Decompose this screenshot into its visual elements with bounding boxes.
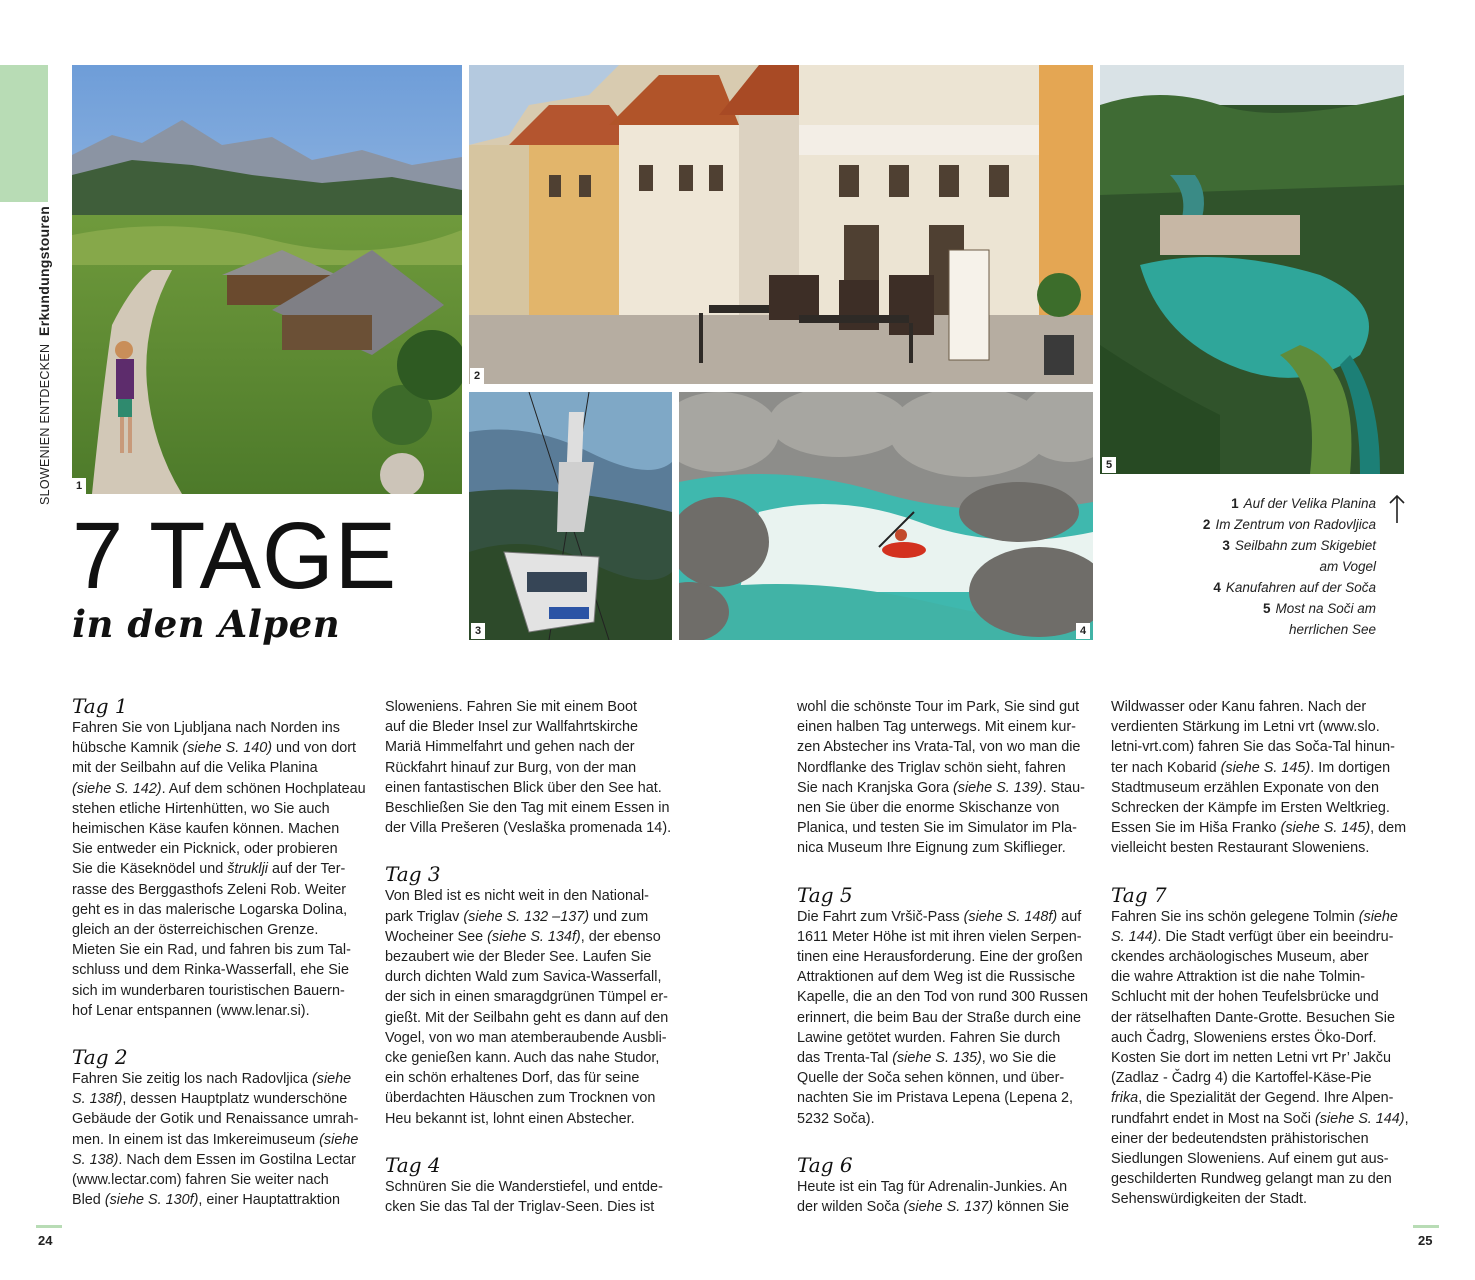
day-2-text: Fahren Sie zeitig los nach Radovljica (siehe S. 138f), dessen Hauptplatz wunderschöne Gebäude der Gotik und Renaissance umrah- men. In einem ist das Imkereimuseum (siehe S. 138). Nach dem Essen im Gostilna Lectar (www.lectar.com) fahren Sie weiter nach Bled (siehe S. 130f), einer Hauptattraktion (72, 1071, 359, 1209)
text-column-1 (72, 694, 372, 1210)
day-5-text: Die Fahrt zum Vršič-Pass (siehe S. 148f) auf 1611 Meter Höhe ist mit ihren vielen Serpen- tinen eine Herausforderung. Eine der großen Attraktionen auf dem Weg ist die Russische Kapelle, die an den Tod von rund 300 Russen erinnert, die beim Bau der Straße durch eine Lawine getötet wurden. Fahren Sie durch das Trenta-Tal (siehe S. 135), wo Sie die Quelle der Soča sehen können, und über- nachten Sie im Pristava Lepena (Lepena 2, 5232 Soča). (797, 908, 1088, 1127)
page-subtitle: in den Alpen (72, 602, 341, 646)
day-4-text: Schnüren Sie die Wanderstiefel, und entde- cken Sie das Tal der Triglav-Seen. Dies ist (385, 1178, 663, 1216)
alpine-meadow-photo (72, 65, 462, 494)
caption-item: 5 Most na Soči am herrlichen See (1262, 601, 1376, 637)
text-column-3 (797, 697, 1097, 1217)
day-2-continued: Sloweniens. Fahren Sie mit einem Boot auf die Bleder Insel zur Wallfahrtskirche Mariä Himmelfahrt und gehen nach der Rückfahrt hinauf zur Burg, von der man einen fantastischen Blick über den See hat. Beschließen Sie den Tag mit einem Essen in der Villa Prešeren (Veslaška promenada 14). (385, 699, 672, 837)
day-heading: Tag 3 (385, 862, 441, 887)
day-3-text: Von Bled ist es nicht weit in den National- park Triglav (siehe S. 132 –137) und zum Wocheiner See (siehe S. 134f), der ebenso bezaubert wie der Bleder See. Laufen Sie durch dichten Wald zum Savica-Wasserfall, der sich in einen smaragdgrünen Tümpel er- gießt. Mit der Seilbahn geht es dann auf den Vogel, von wo man atemberaubende Ausbli- cke genießen kann. Auch das nahe Studor, ein schön erhaltenes Dorf, das für seine überdachten Häuschen zum Trocknen von Heu bekannt ist, lohnt einen Abstecher. (385, 888, 669, 1127)
caption-item: 1 Auf der Velika Planina (1231, 496, 1376, 511)
day-heading: Tag 5 (797, 882, 853, 907)
photo-most-na-soci (1100, 65, 1404, 474)
section-name: SLOWENIEN ENTDECKEN (38, 343, 52, 505)
section-label (36, 206, 52, 505)
river-valley-photo (1100, 65, 1404, 474)
day-6-text: Heute ist ein Tag für Adrenalin-Junkies. An der wilden Soča (siehe S. 137) können Sie (797, 1178, 1070, 1216)
photo-cable-car (469, 392, 672, 640)
day-heading: Tag 6 (797, 1152, 853, 1177)
page-number-right: 25 (1418, 1233, 1433, 1248)
day-heading: Tag 1 (72, 694, 128, 718)
day-heading: Tag 4 (385, 1152, 441, 1177)
photo-kayak (679, 392, 1093, 640)
day-4-continued: wohl die schönste Tour im Park, Sie sind gut einen halben Tag unterwegs. Mit einem kur- zen Abstecher ins Vrata-Tal, von wo man die Nordflanke des Triglav schön sieht, fahren Sie nach Kranjska Gora (siehe S. 139). Stau- nen Sie über die enorme Skischanze von Planica, und testen Sie im Simulator im Pla- nica Museum Ihre Eignung zum Skiflieger. (797, 699, 1085, 857)
photo-number: 4 (1076, 623, 1090, 639)
caption-item: 2 Im Zentrum von Radovljica (1202, 517, 1376, 532)
section-color-tab (0, 65, 48, 202)
caption-item: 3 Seilbahn zum Skigebiet am Vogel (1222, 538, 1376, 574)
text-column-4 (1111, 697, 1411, 1210)
photo-velika-planina (72, 65, 462, 494)
photo-number: 5 (1102, 457, 1116, 473)
photo-radovljica (469, 65, 1093, 384)
photo-number: 2 (470, 368, 484, 384)
kayak-river-photo (679, 392, 1093, 640)
page-marker (36, 1225, 62, 1228)
text-column-2 (385, 697, 685, 1217)
photo-captions (1116, 493, 1376, 640)
caption-item: 4 Kanufahren auf der Soča (1213, 580, 1376, 595)
day-heading: Tag 7 (1111, 882, 1167, 907)
day-6-continued: Wildwasser oder Kanu fahren. Nach der verdienten Stärkung im Letni vrt (www.slo. letni-vrt.com) fahren Sie das Soča-Tal hinun- ter nach Kobarid (siehe S. 145). Im dortigen Stadtmuseum erzählen Exponate von den Schrecken der Kämpfe im Ersten Weltkrieg. Essen Sie im Hiša Franko (siehe S. 145), dem vielleicht besten Restaurant Sloweniens. (1111, 699, 1407, 857)
category-name: Erkundungstouren (36, 205, 52, 336)
town-square-photo (469, 65, 1093, 384)
page-marker (1413, 1225, 1439, 1228)
photo-number: 1 (72, 478, 86, 494)
page-title: 7 TAGE (72, 503, 398, 609)
day-1-text: Fahren Sie von Ljubljana nach Norden ins hübsche Kamnik (siehe S. 140) und von dort mit der Seilbahn auf die Velika Planina (siehe S. 142). Auf dem schönen Hochplateau stehen etliche Hirtenhütten, wo Sie auch heimischen Käse kaufen können. Machen Sie entweder ein Picknick, oder probieren Sie die Käseknödel und štruklji auf der Ter- rasse des Berggasthofs Zeleni Rob. Weiter geht es in das malerische Logarska Dolina, gleich an der österreichischen Grenze. Mieten Sie ein Rad, und fahren bis zum Tal- schluss und dem Rinka-Wasserfall, ehe Sie sich im wunderbaren touristischen Bauern- hof Lenar entspannen (www.lenar.si). (72, 720, 366, 1019)
day-heading: Tag 2 (72, 1045, 128, 1070)
arrow-up-icon (1386, 493, 1408, 525)
page-number-left: 24 (38, 1233, 53, 1248)
cable-car-photo (469, 392, 672, 640)
photo-number: 3 (471, 623, 485, 639)
day-7-text: Fahren Sie ins schön gelegene Tolmin (siehe S. 144). Die Stadt verfügt über ein beeindru- ckendes archäologisches Museum, aber die wahre Attraktion ist die nahe Tolmin- Schlucht mit der hohen Teufelsbrücke und der rätselhaften Dante-Grotte. Besuchen Sie auch Čadrg, Sloweniens erstes Öko-Dorf. Kosten Sie dort im netten Letni vrt Pr’ Jakču (Zadlaz - Čadrg 4) die Kartoffel-Käse-Pie frika, die Spezialität der Gegend. Ihre Alpen- rundfahrt endet in Most na Soči (siehe S. 144), einer der bedeutendsten prähistorischen Siedlungen Sloweniens. Auf einem gut aus- geschilderten Rundweg gelangt man zu den Sehenswürdigkeiten der Stadt. (1111, 908, 1409, 1208)
